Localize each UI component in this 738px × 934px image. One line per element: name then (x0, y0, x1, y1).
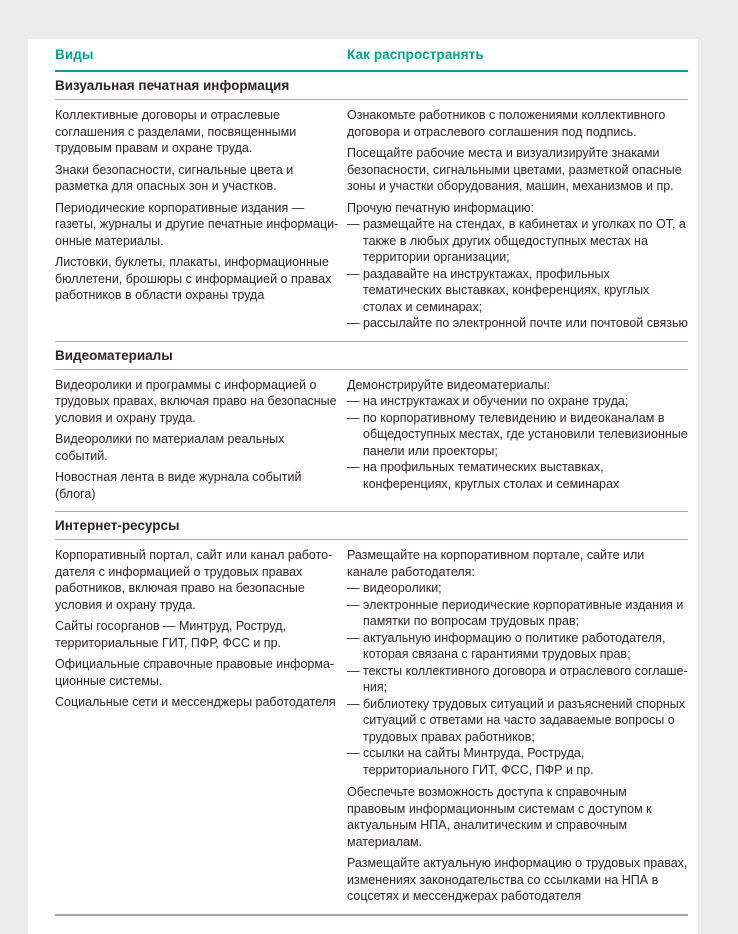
section-body (55, 100, 688, 342)
list-item: — ссылки на сайты Минтруда, Роструда, территориального ГИТ, ФСС, ПФР и пр. (347, 745, 688, 778)
section-body (55, 370, 688, 513)
table-section (55, 342, 688, 513)
paragraph: Новостная лента в виде журнала событий (блога) (55, 470, 302, 501)
paragraph: Сайты госорганов — Минтруд, Роструд, территориальные ГИТ, ПФР, ФСС и пр. (55, 619, 287, 650)
paragraph: Размещайте актуальную информацию о трудовых правах, изменениях законодательства со ссылками на НПА в соцсетях и мессенджерах работодателя (347, 856, 688, 903)
paragraph: Социальные сети и мессенджеры работодателя (55, 695, 336, 709)
paragraph: Демонстрируйте видеоматериалы: (347, 377, 551, 392)
distribution-column (347, 107, 688, 332)
table-header-row (55, 39, 688, 72)
list-item: — размещайте на стендах, в кабинетах и уголках по ОТ, а также в любых других общедоступных местах на территории организации; (347, 216, 688, 266)
column-header-distribution: Как распространять (347, 47, 484, 62)
list-item: — раздавайте на инструктажах, профильных тематических выставках, конференциях, круглых столах и семинарах; (347, 266, 688, 316)
paragraph: Листовки, буклеты, плакаты, информационные бюллетени, брошюры с информацией о правах работников в области охраны труда (55, 255, 332, 302)
list-item: — рассылайте по электронной почте или почтовой связью (347, 315, 688, 332)
types-column (55, 107, 339, 332)
types-column (55, 547, 339, 905)
paragraph: Коллективные договоры и отраслевые соглашения с разделами, посвященными трудовым правам и охране труда. (55, 108, 297, 155)
list-item: — видеоролики; (347, 580, 688, 597)
paragraph: Знаки безопасности, сигнальные цвета и разметка для опасных зон и участков. (55, 162, 294, 193)
paragraph: Прочую печатную информацию: (347, 200, 535, 215)
paragraph: Посещайте рабочие места и визуализируйте знаками безопасности, сигнальными цветами, разметкой опасные зоны и участки оборудования, машин, механизмов и пр. (347, 146, 682, 193)
paragraph: Видеоролики по материалам реальных событий. (55, 432, 285, 463)
paragraph: Размещайте на корпоративном портале, сайте или канале работодателя: (347, 548, 645, 579)
section-title: Визуальная печатная информация (55, 72, 688, 100)
list-item: — на инструктажах и обучении по охране труда; (347, 393, 688, 410)
list-item: — на профильных тематических выставках, конференциях, круглых столах и семинарах (347, 459, 688, 492)
paragraph: Официальные справочные правовые информационные системы. (55, 657, 335, 688)
dash-list (347, 393, 688, 492)
section-body (55, 540, 688, 916)
paragraph: Обеспечьте возможность доступа к справочным правовым информационным системам с доступом к актуальным НПА, аналитическим и справочным материалам. (347, 785, 652, 849)
distribution-column (347, 547, 688, 905)
table-section (55, 512, 688, 916)
dash-list (347, 580, 688, 778)
section-title: Видеоматериалы (55, 342, 688, 370)
table-section (55, 72, 688, 342)
list-item: — электронные периодические корпоративные издания и памятки по вопросам трудовых прав; (347, 597, 688, 630)
document-card (28, 39, 698, 934)
paragraph: Ознакомьте работников с положениями коллективного договора и отраслевого соглашения под подпись. (347, 108, 666, 139)
section-title: Интернет-ресурсы (55, 512, 688, 540)
distribution-column (347, 377, 688, 503)
types-column (55, 377, 339, 503)
dash-list (347, 216, 688, 332)
paragraph: Периодические корпоративные издания — газеты, журналы и другие печатные информационные материалы. (55, 200, 339, 248)
paragraph: Корпоративный портал, сайт или канал работодателя с информацией о трудовых правах работников, включая право на безопасные условия и охрану труда. (55, 548, 333, 612)
list-item: — актуальную информацию о политике работодателя, которая связана с гарантиями трудовых прав; (347, 630, 688, 663)
list-item: — по корпоративному телевидению и видеоканалам в общедоступных местах, где установили телевизионные панели или проекторы; (347, 410, 688, 460)
list-item: — библиотеку трудовых ситуаций и разъяснений спорных ситуаций с ответами на часто задаваемые вопросы о трудовых правах работников; (347, 696, 688, 746)
paragraph: Видеоролики и программы с информацией о трудовых правах, включая право на безопасные условия и охрану труда. (55, 377, 337, 425)
table-sections (55, 72, 688, 916)
column-header-types: Виды (55, 47, 94, 62)
list-item: — тексты коллективного договора и отраслевого соглашения; (347, 663, 688, 696)
